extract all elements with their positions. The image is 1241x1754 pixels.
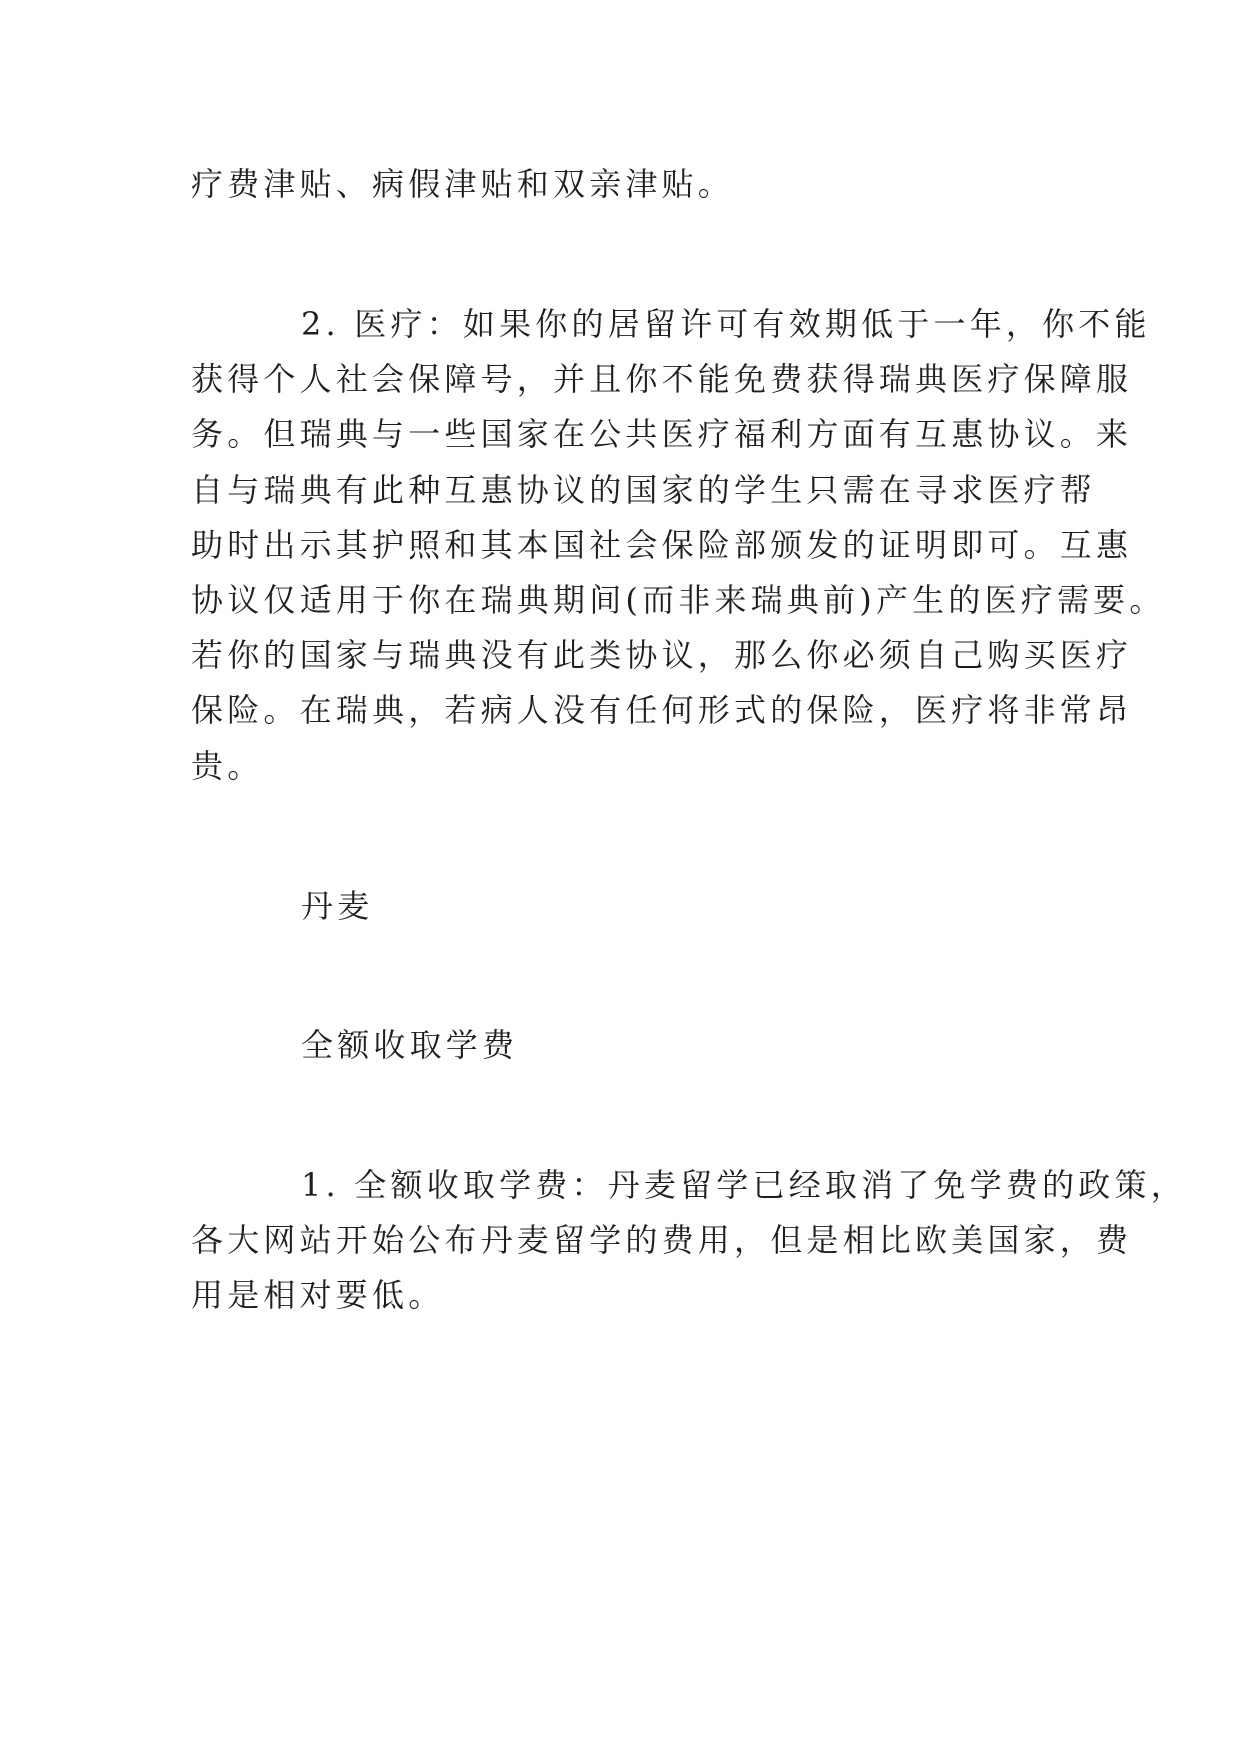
text-line: 1. 全额收取学费：丹麦留学已经取消了免学费的政策，: [301, 1166, 1187, 1204]
text-line: 获得个人社会保障号，并且你不能免费获得瑞典医疗保障服: [191, 360, 1133, 398]
text-line: 若你的国家与瑞典没有此类协议，那么你必须自己购买医疗: [191, 636, 1133, 674]
text-line: 协议仅适用于你在瑞典期间(而非来瑞典前)产生的医疗需要。: [191, 581, 1166, 619]
section-subheading: 全额收取学费: [301, 1026, 519, 1064]
text-line: 保险。在瑞典，若病人没有任何形式的保险，医疗将非常昂: [191, 691, 1133, 729]
section-heading: 丹麦: [301, 887, 374, 925]
text-line: 用是相对要低。: [191, 1276, 445, 1314]
text-line: 自与瑞典有此种互惠协议的国家的学生只需在寻求医疗帮: [191, 471, 1097, 509]
text-line: 助时出示其护照和其本国社会保险部颁发的证明即可。互惠: [191, 526, 1133, 564]
text-line: 务。但瑞典与一些国家在公共医疗福利方面有互惠协议。来: [191, 415, 1133, 453]
text-line: 各大网站开始公布丹麦留学的费用，但是相比欧美国家，费: [191, 1221, 1133, 1259]
text-line: 贵。: [191, 747, 264, 785]
text-line: 2. 医疗：如果你的居留许可有效期低于一年，你不能: [301, 305, 1151, 343]
text-line: 疗费津贴、病假津贴和双亲津贴。: [191, 165, 735, 203]
